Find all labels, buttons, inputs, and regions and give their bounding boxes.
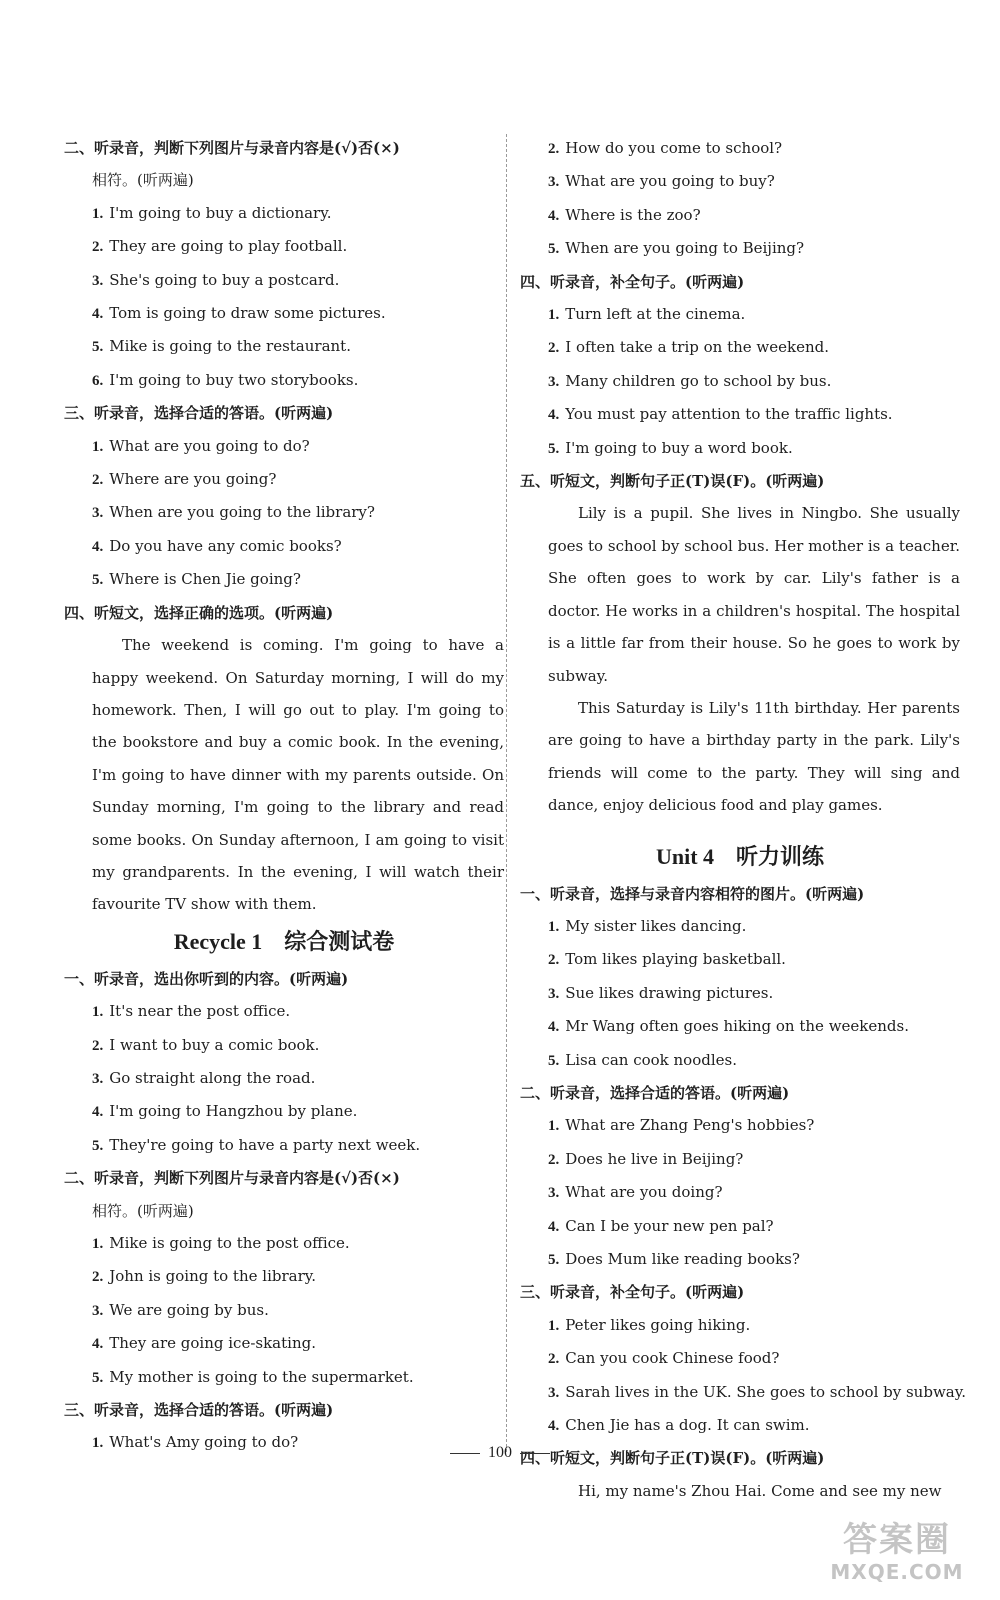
item-text: They are going to play football. xyxy=(109,237,348,256)
list-item xyxy=(64,430,504,463)
item-text: I'm going to buy a dictionary. xyxy=(109,203,332,222)
list-item xyxy=(520,432,960,465)
list-item xyxy=(64,563,504,596)
item-number: 1. xyxy=(92,205,104,222)
item-text: Tom is going to draw some pictures. xyxy=(109,304,386,323)
item-text: I'm going to Hangzhou by plane. xyxy=(109,1102,358,1121)
item-text: Where is Chen Jie going? xyxy=(109,570,301,589)
item-text: Turn left at the cinema. xyxy=(565,305,746,324)
item-text: What's Amy going to do? xyxy=(109,1433,299,1452)
item-text: Where are you going? xyxy=(109,470,277,489)
watermark-text: 答案圈 xyxy=(843,1520,951,1560)
list-item xyxy=(64,496,504,529)
list-item xyxy=(520,1176,960,1209)
item-number: 4. xyxy=(92,538,104,555)
list-item xyxy=(64,463,504,496)
section-heading: 四、听短文，判断句子正(T)误(F)。(听两遍) xyxy=(520,1449,825,1468)
item-number: 3. xyxy=(92,505,104,522)
item-list xyxy=(64,430,504,597)
item-text: Go straight along the road. xyxy=(109,1068,316,1087)
item-text: Does Mum like reading books? xyxy=(565,1250,800,1268)
section-title-zh: 综合测试卷 xyxy=(284,928,395,954)
item-text: Peter likes going hiking. xyxy=(565,1315,751,1334)
item-text: Mike is going to the post office. xyxy=(109,1234,350,1252)
item-number: 2. xyxy=(548,1351,560,1368)
item-list xyxy=(520,298,960,465)
item-number: 5. xyxy=(92,572,104,589)
item-text: She's going to buy a postcard. xyxy=(109,270,340,289)
item-number: 4. xyxy=(548,1019,560,1036)
item-list xyxy=(520,1309,966,1443)
list-item xyxy=(64,1327,504,1360)
list-item xyxy=(64,1260,504,1293)
section-heading-cont: 相符。(听两遍) xyxy=(92,1201,194,1220)
section-heading: 二、听录音，选择合适的答语。(听两遍) xyxy=(520,1083,790,1102)
item-text: Lisa can cook noodles. xyxy=(565,1050,737,1069)
item-text: Many children go to school by bus. xyxy=(565,371,832,390)
section-title-en: Recycle 1 xyxy=(173,928,263,954)
item-number: 1. xyxy=(92,438,104,455)
item-number: 2. xyxy=(92,1269,104,1286)
item-number: 5. xyxy=(92,339,104,356)
list-item xyxy=(64,264,504,297)
list-item xyxy=(520,1143,960,1176)
list-item xyxy=(64,1361,504,1394)
item-text: Can you cook Chinese food? xyxy=(565,1349,780,1368)
list-item xyxy=(64,197,504,230)
item-number: 3. xyxy=(92,1070,104,1087)
section-title xyxy=(520,836,960,878)
section-heading-cont: 相符。(听两遍) xyxy=(92,171,194,190)
passage: This Saturday is Lily's 11th birthday. Her parents are going to have a birthday party in the park. Lily's friends will come to the party. They will sing and dance, enjoy delicious food and play games. xyxy=(548,698,960,815)
watermark-url: MXQE.COM xyxy=(830,1560,964,1584)
item-number: 5. xyxy=(548,1252,560,1268)
list-item xyxy=(64,330,504,363)
item-number: 5. xyxy=(548,1052,560,1069)
item-list xyxy=(64,995,504,1162)
list-item xyxy=(520,331,960,364)
item-number: 2. xyxy=(548,1151,560,1168)
item-text: When are you going to Beijing? xyxy=(565,239,805,258)
watermark-logo xyxy=(812,1520,982,1590)
item-text: Sue likes drawing pictures. xyxy=(565,983,774,1002)
item-number: 3. xyxy=(548,1185,560,1202)
item-text: You must pay attention to the traffic lights. xyxy=(565,405,893,424)
item-text: I'm going to buy two storybooks. xyxy=(109,370,359,389)
item-number: 5. xyxy=(548,241,560,258)
list-item xyxy=(64,530,504,563)
item-number: 4. xyxy=(92,1104,104,1121)
list-item xyxy=(520,1376,966,1409)
item-text: I often take a trip on the weekend. xyxy=(565,338,830,357)
list-item xyxy=(520,1309,960,1342)
item-number: 4. xyxy=(548,1218,560,1235)
item-number: 4. xyxy=(548,207,560,224)
item-text: My sister likes dancing. xyxy=(565,916,747,935)
item-number: 4. xyxy=(92,306,104,323)
item-text: Does he live in Beijing? xyxy=(565,1149,744,1168)
item-text: Mr Wang often goes hiking on the weekends. xyxy=(565,1017,909,1036)
item-number: 1. xyxy=(548,1317,560,1334)
item-list xyxy=(520,910,960,1077)
item-number: 5. xyxy=(92,1369,104,1386)
list-item xyxy=(520,232,960,265)
item-text: Where is the zoo? xyxy=(565,205,701,224)
list-item xyxy=(64,1294,504,1327)
item-text: It's near the post office. xyxy=(109,1002,291,1021)
list-item xyxy=(520,165,960,198)
item-number: 2. xyxy=(92,1037,104,1054)
section-title xyxy=(64,921,504,963)
list-item xyxy=(64,1095,504,1128)
item-number: 2. xyxy=(548,141,560,157)
page-number xyxy=(0,1444,1000,1462)
item-text: What are you going to do? xyxy=(109,436,310,455)
item-number: 5. xyxy=(92,1137,104,1154)
item-number: 3. xyxy=(548,373,560,390)
item-text: Can I be your new pen pal? xyxy=(565,1216,774,1235)
section-heading: 四、听录音，补全句子。(听两遍) xyxy=(520,272,745,291)
list-item xyxy=(520,1409,960,1442)
list-item xyxy=(64,1062,504,1095)
list-item xyxy=(520,1010,960,1043)
item-text: John is going to the library. xyxy=(109,1267,316,1286)
section-heading: 三、听录音，选择合适的答语。(听两遍) xyxy=(64,404,334,423)
right-column xyxy=(520,132,966,1507)
list-item xyxy=(64,1129,504,1162)
item-list xyxy=(64,197,504,397)
item-number: 2. xyxy=(92,239,104,256)
passage: Hi, my name's Zhou Hai. Come and see my new xyxy=(578,1481,942,1500)
item-text: How do you come to school? xyxy=(565,139,783,157)
item-text: My mother is going to the supermarket. xyxy=(109,1367,414,1386)
list-item xyxy=(520,132,960,165)
item-number: 3. xyxy=(92,1302,104,1319)
item-number: 2. xyxy=(548,952,560,969)
item-list xyxy=(520,132,960,266)
list-item xyxy=(64,230,504,263)
section-heading: 四、听短文，选择正确的选项。(听两遍) xyxy=(64,603,334,622)
passage: The weekend is coming. I'm going to have a happy weekend. On Saturday morning, I will do my homework. Then, I will go out to play. I'm going to the bookstore and buy a comic book. In the evening, I'm going to have dinner with my parents outside. On Sunday morning, I'm going to the library and read some books. On Sunday afternoon, I am going to visit my grandparents. In the evening, I will watch their favourite TV show with them. xyxy=(92,636,504,914)
section-heading: 三、听录音，补全句子。(听两遍) xyxy=(520,1283,745,1302)
column-divider xyxy=(506,134,507,1452)
list-item xyxy=(520,1243,960,1276)
item-text: Tom likes playing basketball. xyxy=(565,950,786,969)
item-number: 1. xyxy=(548,307,560,324)
item-text: Sarah lives in the UK. She goes to school by subway. xyxy=(565,1382,966,1401)
section-heading: 一、听录音，选出你听到的内容。(听两遍) xyxy=(64,969,349,988)
item-number: 5. xyxy=(548,440,560,457)
section-heading: 二、听录音，判断下列图片与录音内容是(√)否(×) xyxy=(64,139,400,157)
section-title-zh: 听力训练 xyxy=(736,843,825,869)
list-item xyxy=(64,297,504,330)
item-text: I'm going to buy a word book. xyxy=(565,438,793,457)
item-number: 6. xyxy=(92,372,104,389)
list-item xyxy=(520,943,960,976)
list-item xyxy=(520,1342,960,1375)
list-item xyxy=(520,977,960,1010)
item-number: 1. xyxy=(548,1118,560,1135)
left-column xyxy=(64,132,504,1460)
item-number: 1. xyxy=(548,918,560,935)
list-item xyxy=(520,365,960,398)
item-number: 4. xyxy=(92,1336,104,1353)
item-text: We are going by bus. xyxy=(109,1300,269,1319)
list-item xyxy=(64,1227,504,1260)
item-number: 4. xyxy=(548,1418,560,1435)
list-item xyxy=(520,910,960,943)
item-number: 1. xyxy=(92,1435,104,1452)
list-item xyxy=(520,1044,960,1077)
item-number: 3. xyxy=(548,1384,560,1401)
item-list xyxy=(64,1227,504,1394)
list-item xyxy=(520,199,960,232)
item-text: What are you doing? xyxy=(565,1183,723,1202)
section-heading: 三、听录音，选择合适的答语。(听两遍) xyxy=(64,1401,334,1420)
item-number: 3. xyxy=(548,174,560,191)
item-number: 4. xyxy=(548,407,560,424)
item-number: 2. xyxy=(92,472,104,489)
item-list xyxy=(520,1109,960,1276)
item-text: What are Zhang Peng's hobbies? xyxy=(565,1116,815,1135)
item-text: Mike is going to the restaurant. xyxy=(109,337,351,356)
list-item xyxy=(520,298,960,331)
passage: Lily is a pupil. She lives in Ningbo. She usually goes to school by school bus. Her mother is a teacher. She often goes to work by car. Lily's father is a doctor. He works in a children's hospital. The hospital is a little far from their house. So he goes to work by subway. xyxy=(548,504,960,685)
item-text: What are you going to buy? xyxy=(565,172,775,191)
item-text: Do you have any comic books? xyxy=(109,536,342,555)
section-title-en: Unit 4 xyxy=(655,843,715,869)
item-text: Chen Jie has a dog. It can swim. xyxy=(565,1416,810,1435)
item-text: They are going ice-skating. xyxy=(109,1334,316,1353)
item-number: 2. xyxy=(548,340,560,357)
list-item xyxy=(520,398,960,431)
item-text: When are you going to the library? xyxy=(109,503,375,522)
item-number: 1. xyxy=(92,1236,104,1252)
list-item xyxy=(64,995,504,1028)
item-number: 3. xyxy=(92,272,104,289)
list-item xyxy=(520,1210,960,1243)
list-item xyxy=(64,1029,504,1062)
item-text: They're going to have a party next week. xyxy=(109,1135,421,1154)
section-heading: 二、听录音，判断下列图片与录音内容是(√)否(×) xyxy=(64,1169,400,1188)
item-number: 1. xyxy=(92,1004,104,1021)
section-heading: 一、听录音，选择与录音内容相符的图片。(听两遍) xyxy=(520,884,865,903)
item-number: 3. xyxy=(548,985,560,1002)
item-text: I want to buy a comic book. xyxy=(109,1035,320,1054)
list-item xyxy=(64,364,504,397)
list-item xyxy=(520,1109,960,1142)
section-heading: 五、听短文，判断句子正(T)误(F)。(听两遍) xyxy=(520,472,825,491)
page-number-text: 100 xyxy=(488,1444,512,1461)
